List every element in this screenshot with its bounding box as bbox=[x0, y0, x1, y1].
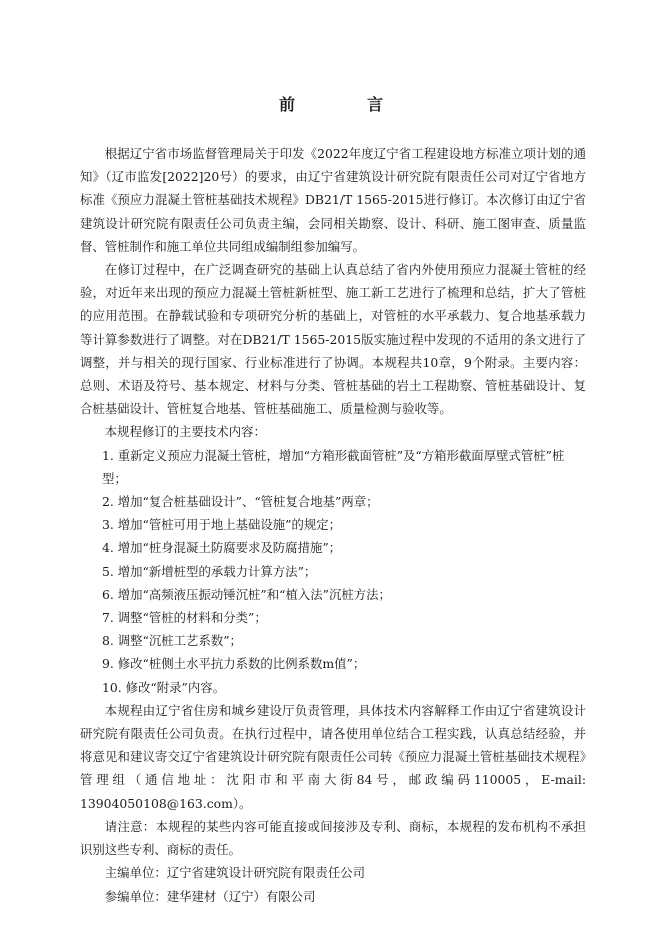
list-item: 1. 重新定义预应力混凝土管桩，增加“方箱形截面管桩”及“方箱形截面厚壁式管桩”桩型； bbox=[102, 447, 565, 486]
list-item: 3. 增加“管桩可用于地上基础设施”的规定； bbox=[102, 517, 342, 533]
list-item: 9. 修改“桩侧土水平抗力系数的比例系数m值”； bbox=[102, 656, 366, 672]
paragraph-revision-intro: 本规程修订的主要技术内容： bbox=[104, 424, 266, 440]
paragraph-background: 根据辽宁省市场监督管理局关于印发《2022年度辽宁省工程建设地方标准立项计划的通知》（辽市监发[2022]20号）的要求，由辽宁省建筑设计研究院有限责任公司对辽宁省地方标准《预应力混凝土管桩基础技术规程》DB21/T 1565-2015进行修订。本次修订由辽宁省建筑设计研究院有限责任公司负责主编，会同相关勘察、设计、科研、施工图审查、质量监督、管桩制作和施工单位共同组成编制组参加编写。 bbox=[80, 146, 586, 254]
revision-list bbox=[80, 444, 586, 699]
list-item: 8. 调整“沉桩工艺系数”； bbox=[102, 633, 242, 649]
page-title: 前 言 bbox=[278, 95, 411, 114]
paragraph-management: 本规程由辽宁省住房和城乡建设厅负责管理，具体技术内容解释工作由辽宁省建筑设计研究院有限责任公司负责。在执行过程中，请各使用单位结合工程实践，认真总结经验，并将意见和建议寄交辽宁省建筑设计研究院有限责任公司转《预应力混凝土管桩基础技术规程》管理组（通信地址：沈阳市和平南大街84号，邮政编码110005，E-mail: 13904050108@163.com）。 bbox=[80, 702, 586, 811]
paragraph-revision-process: 在修订过程中，在广泛调查研究的基础上认真总结了省内外使用预应力混凝土管桩的经验，对近年来出现的预应力混凝土管桩新桩型、施工新工艺进行了梳理和总结，扩大了管桩的应用范围。在静载试验和专项研究分析的基础上，对管桩的水平承载力、复合地基承载力等计算参数进行了调整。对在DB21/T 1565-2015版实施过程中发现的不适用的条文进行了调整，并与相关的现行国家、行业标准进行了协调。本规程共10章，9个附录。主要内容：总则、术语及符号、基本规定、材料与分类、管桩基础的岩土工程勘察、管桩基础设计、复合桩基础设计、管桩复合地基、管桩基础施工、质量检测与验收等。 bbox=[80, 262, 586, 417]
list-item: 7. 调整“管桩的材料和分类”； bbox=[102, 610, 267, 626]
preface-body bbox=[80, 142, 586, 908]
co-editor-unit: 参编单位：建华建材（辽宁）有限公司 bbox=[104, 888, 316, 904]
paragraph-patent-notice: 请注意：本规程的某些内容可能直接或间接涉及专利、商标，本规程的发布机构不承担识别这些专利、商标的责任。 bbox=[80, 818, 586, 858]
list-item: 10. 修改“附录”内容。 bbox=[102, 679, 226, 695]
list-item: 2. 增加“复合桩基础设计”、“管桩复合地基”两章； bbox=[102, 494, 379, 510]
list-item: 4. 增加“桩身混凝土防腐要求及防腐措施”； bbox=[102, 540, 342, 556]
list-item: 5. 增加“新增桩型的承载力计算方法”； bbox=[102, 563, 317, 579]
chief-editor-unit: 主编单位：辽宁省建筑设计研究院有限责任公司 bbox=[104, 865, 365, 881]
list-item: 6. 增加“高频液压振动锤沉桩”和“植入法”沉桩方法； bbox=[102, 586, 391, 602]
